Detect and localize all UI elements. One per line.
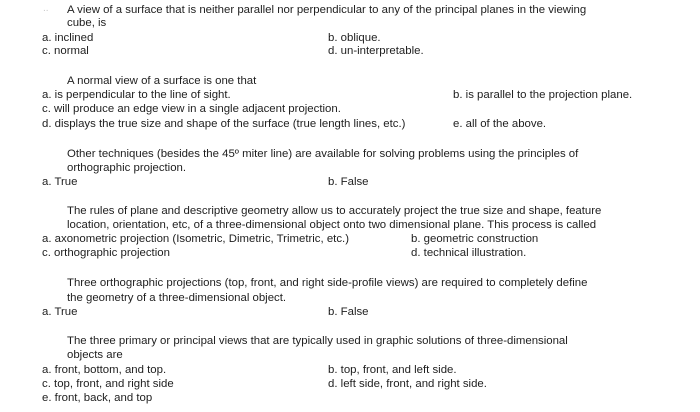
question-1-option-b[interactable]: b. oblique. — [328, 32, 381, 44]
question-5-option-a[interactable]: a. True — [42, 306, 78, 318]
question-5-option-b[interactable]: b. False — [328, 306, 369, 318]
question-6-option-b[interactable]: b. top, front, and left side. — [328, 364, 457, 376]
question-1-option-c[interactable]: c. normal — [42, 45, 89, 57]
question-6-option-a[interactable]: a. front, bottom, and top. — [42, 364, 167, 376]
question-1-option-d[interactable]: d. un-interpretable. — [328, 45, 424, 57]
question-6-option-d[interactable]: d. left side, front, and right side. — [328, 378, 487, 390]
question-5-stem-line-1: Three orthographic projections (top, front, and right side-profile views) are required to completely define — [67, 277, 588, 289]
question-3-option-b[interactable]: b. False — [328, 176, 369, 188]
question-2-stem-line-1: A normal view of a surface is one that — [67, 75, 257, 87]
question-4-stem-line-1: The rules of plane and descriptive geometry allow us to accurately project the true size and shape, feature — [67, 205, 602, 217]
question-3-option-a[interactable]: a. True — [42, 176, 78, 188]
question-3-stem-line-1: Other techniques (besides the 45º miter line) are available for solving problems using the principles of — [67, 148, 579, 160]
question-2-option-e[interactable]: e. all of the above. — [453, 118, 547, 130]
question-2-option-d[interactable]: d. displays the true size and shape of the surface (true length lines, etc.) — [42, 118, 406, 130]
question-1-stem-line-1: A view of a surface that is neither parallel nor perpendicular to any of the principal planes in the viewing — [67, 4, 587, 16]
question-6-stem-line-1: The three primary or principal views that are typically used in graphic solutions of three-dimensional — [67, 335, 568, 347]
question-2-option-b[interactable]: b. is parallel to the projection plane. — [453, 89, 633, 101]
question-6-option-c[interactable]: c. top, front, and right side — [42, 378, 174, 390]
question-1-stem-line-2: cube, is — [67, 17, 107, 29]
question-6-option-e[interactable]: e. front, back, and top — [42, 392, 153, 404]
question-4-option-b[interactable]: b. geometric construction — [411, 233, 539, 245]
question-6-stem-line-2: objects are — [67, 349, 123, 361]
question-2-option-c[interactable]: c. will produce an edge view in a single adjacent projection. — [42, 103, 341, 115]
question-number-marker: .. — [43, 3, 49, 14]
question-3-stem-line-2: orthographic projection. — [67, 162, 187, 174]
question-4-stem-line-2: location, orientation, etc, of a three-dimensional object onto two dimensional plane. This process is called — [67, 219, 597, 231]
question-4-option-c[interactable]: c. orthographic projection — [42, 247, 170, 259]
question-4-option-d[interactable]: d. technical illustration. — [411, 247, 527, 259]
question-4-option-a[interactable]: a. axonometric projection (Isometric, Dimetric, Trimetric, etc.) — [42, 233, 349, 245]
question-2-option-a[interactable]: a. is perpendicular to the line of sight. — [42, 89, 231, 101]
question-5-stem-line-2: the geometry of a three-dimensional object. — [67, 292, 287, 304]
question-1-option-a[interactable]: a. inclined — [42, 32, 94, 44]
